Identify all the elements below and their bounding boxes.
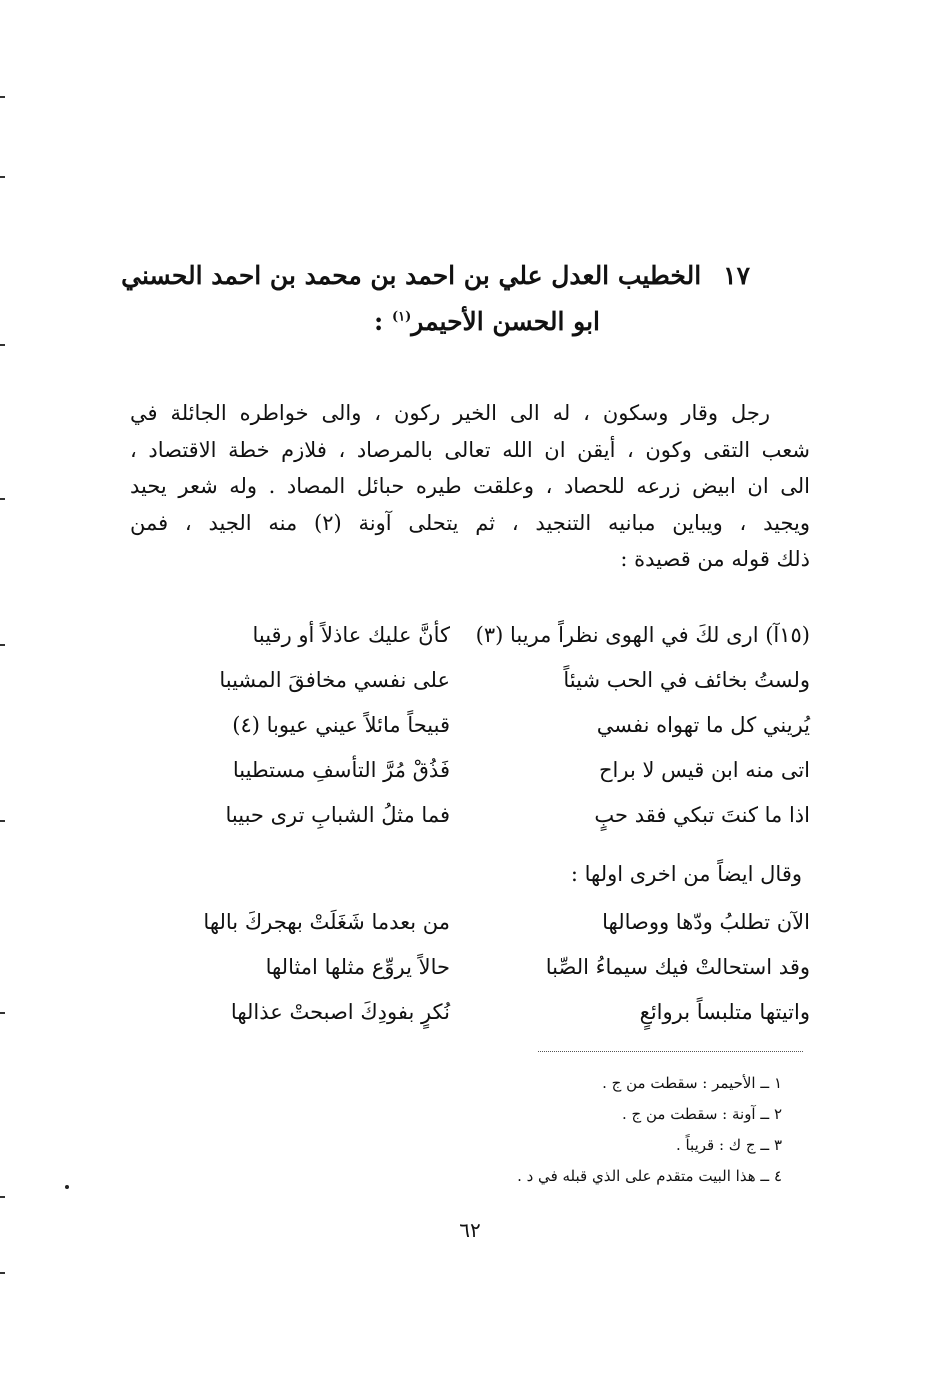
verse bbox=[150, 803, 810, 848]
verse-second-hemistich: فما مثلُ الشبابِ ترى حبيبا bbox=[225, 803, 450, 827]
footnote: ٤ ــ هذا البيت متقدم على الذي قبله في د . bbox=[517, 1167, 782, 1185]
scan-edge-mark bbox=[0, 344, 5, 346]
footnotes bbox=[362, 1068, 782, 1192]
verse-second-hemistich: من بعدما شَغَلَتْ بهجركَ بالها bbox=[203, 910, 450, 934]
verse-first-hemistich: ولستُ بخائف في الحب شيئاً bbox=[563, 668, 810, 692]
poem-second bbox=[150, 910, 810, 1045]
verse-second-hemistich: على نفسي مخافقَ المشيبا bbox=[219, 668, 450, 692]
heading-line-1 bbox=[121, 258, 750, 294]
verse bbox=[150, 1000, 810, 1045]
verse-first-hemistich: اذا ما كنتَ تبكي فقد حبٍ bbox=[594, 803, 810, 827]
footnote: ١ ــ الأحيمر : سقطت من ج . bbox=[602, 1074, 782, 1092]
prose-line: ويجيد ، ويباين مبانيه التنجيد ، ثم يتحلى آونة (٢) منه الجيد ، فمن bbox=[130, 510, 810, 535]
heading-colon: : bbox=[374, 307, 392, 336]
entry-heading bbox=[121, 258, 750, 340]
stray-ink-dot bbox=[65, 1185, 69, 1189]
scan-edge-mark bbox=[0, 1012, 5, 1014]
verse-first-hemistich: (١٥آ) ارى لكَ في الهوى نظراً مريبا (٣) bbox=[475, 623, 810, 647]
scan-edge-mark bbox=[0, 176, 5, 178]
verse bbox=[150, 623, 810, 668]
prose-line: الى ان ابيض زرعه للحصاد ، وعلقت طيره حبائل المصاد . وله شعر يحيد bbox=[130, 474, 810, 498]
entry-number: ١٧ bbox=[723, 261, 750, 290]
verse bbox=[150, 910, 810, 955]
scan-edge-mark bbox=[0, 96, 5, 98]
verse-first-hemistich: اتى منه ابن قيس لا براح bbox=[598, 758, 810, 782]
footnote-ref: (١) bbox=[391, 309, 412, 325]
verse bbox=[150, 668, 810, 713]
heading-name: الخطيب العدل علي بن احمد بن محمد بن احمد الحسني bbox=[121, 261, 702, 290]
scan-edge-mark bbox=[0, 820, 5, 822]
prose-line: ذلك قوله من قصيدة : bbox=[620, 547, 810, 571]
poem-intro-line: وقال ايضاً من اخرى اولها : bbox=[570, 862, 802, 886]
heading-kunya: ابو الحسن الأحيمر bbox=[411, 307, 600, 336]
prose-line: شعب التقى وكون ، أيقن ان الله تعالى بالمرصاد ، فلازم خطة الاقتصاد ، bbox=[130, 437, 810, 462]
scan-edge-mark bbox=[0, 1196, 5, 1198]
scan-edge-mark bbox=[0, 1272, 5, 1274]
verse-first-hemistich: واتيتها متلبساً بروائعٍ bbox=[639, 1000, 810, 1024]
verse-first-hemistich: الآن تطلبُ ودّها ووصالها bbox=[602, 910, 810, 934]
verse bbox=[150, 758, 810, 803]
heading-line-2 bbox=[190, 304, 600, 340]
verse-second-hemistich: قبيحاً مائلاً عيني عيوبا (٤) bbox=[232, 713, 450, 737]
footnote-divider bbox=[538, 1051, 803, 1052]
biography-paragraph bbox=[130, 395, 810, 578]
verse bbox=[150, 955, 810, 1000]
poem-first bbox=[150, 623, 810, 848]
page-number: ٦٢ bbox=[459, 1218, 481, 1242]
verse-first-hemistich: يُريني كل ما تهواه نفسي bbox=[596, 713, 810, 737]
scan-edge-mark bbox=[0, 644, 5, 646]
verse-second-hemistich: حالاً يروِّع مثلها امثالها bbox=[265, 955, 450, 979]
footnote: ٢ ــ آونة : سقطت من ج . bbox=[621, 1105, 782, 1123]
verse-second-hemistich: كأنَّ عليك عاذلاً أو رقيبا bbox=[252, 623, 450, 647]
scan-edge-mark bbox=[0, 498, 5, 500]
verse-second-hemistich: فَذُقْ مُرَّ التأسفِ مستطيبا bbox=[232, 758, 450, 782]
verse-second-hemistich: نُكرٍ بفودِكَ اصبحتْ عذالها bbox=[230, 1000, 450, 1024]
prose-line: رجل وقار وسكون ، له الى الخير ركون ، والى خواطره الجائلة في bbox=[130, 401, 770, 425]
verse-first-hemistich: وقد استحالتْ فيك سيماءُ الصِّبا bbox=[545, 955, 810, 979]
verse bbox=[150, 713, 810, 758]
footnote: ٣ ــ ج ك : قريباً . bbox=[675, 1136, 782, 1154]
